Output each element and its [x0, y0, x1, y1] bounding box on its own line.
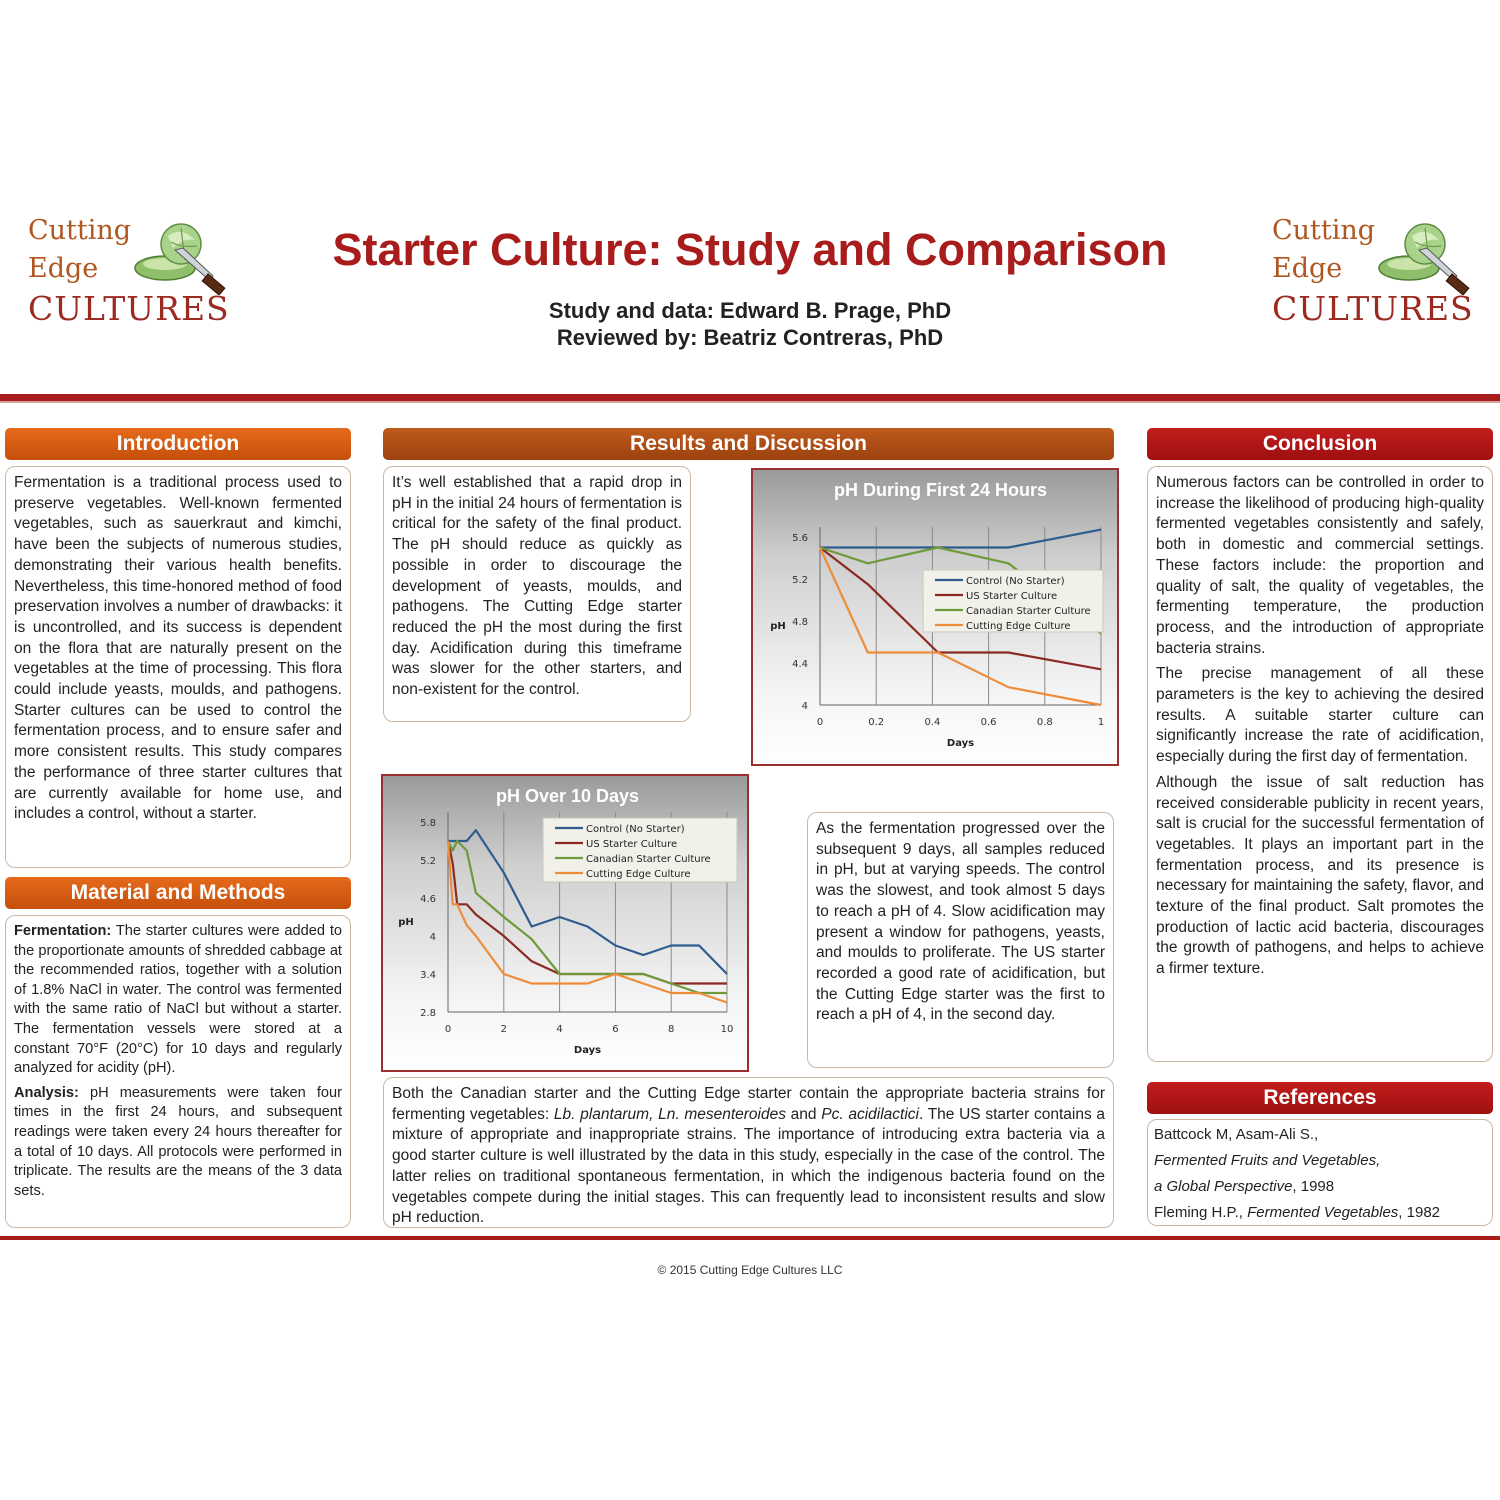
conclusion-box [1147, 466, 1493, 1062]
conclusion-paragraph-2: The precise management of all these parameters is the key to achieving the desired results. A suitable starter culture can significantly increase the rate of acidification, especially during the first day of fermentation. [1156, 665, 1484, 766]
reference-1-title-text: Fermented Fruits and Vegetables, [1154, 1152, 1381, 1169]
x-tick-label: 1 [1097, 717, 1105, 728]
legend-label: US Starter Culture [586, 839, 678, 850]
cabbage-knife-icon [1357, 220, 1477, 295]
logo-right [1272, 215, 1487, 330]
x-tick-label: 10 [720, 1024, 734, 1035]
x-axis-label: Days [573, 1045, 602, 1056]
y-tick-label: 3.4 [420, 970, 436, 981]
chart-title: pH During First 24 Hours [833, 480, 1048, 500]
results-heading: Results and Discussion [383, 428, 1114, 460]
x-tick-label: 8 [668, 1024, 675, 1035]
conclusion-paragraph-3: Although the issue of salt reduction has received considerable publicity in recent years, salt is crucial for the successful fermentation of vegetables. It plays an important part in the fermentation process, and its presence is necessary for maintaining the safety, flavor, and texture of the final product. Salt promotes the production of lactic acid bacteria, discourages the growth of pathogens, and helps to achieve a firmer texture. [1156, 773, 1484, 978]
fermentation-label: Fermentation: [14, 923, 112, 939]
species-and: and [785, 1105, 822, 1123]
legend-label: Control (No Starter) [586, 824, 685, 835]
y-axis-label: pH [770, 621, 786, 632]
y-tick-label: 4.4 [792, 659, 808, 670]
x-tick-label: 0.4 [924, 717, 941, 728]
chart-first-24-hours [751, 468, 1119, 766]
reference-1-year: , 1998 [1292, 1178, 1335, 1195]
results-box-3 [383, 1077, 1114, 1228]
logo-line-2: Edge [28, 253, 99, 284]
cabbage-knife-icon [113, 220, 233, 295]
legend-label: Cutting Edge Culture [586, 869, 691, 880]
results-paragraph-3 [392, 1084, 1105, 1229]
results-paragraph-2: As the fermentation progressed over the subsequent 9 days, all samples reduced in pH, but at varying speeds. The control was the slowest, and took almost 5 days to reach a pH of 4. Slow acidification may present a window for pathogens, yeasts, and moulds to proliferate. The US starter recorded a good rate of acidification, but the Cutting Edge starter was the first to reach a pH of 4, in the second day. [816, 820, 1105, 1024]
x-axis-label: Days [946, 738, 975, 749]
introduction-box [5, 466, 351, 868]
y-tick-label: 5.8 [420, 818, 436, 829]
conclusion-heading: Conclusion [1147, 428, 1493, 460]
chart-10-days-plot [383, 776, 747, 1070]
x-tick-label: 0 [444, 1024, 452, 1035]
results-box-2 [807, 812, 1114, 1068]
chart-10-days [381, 774, 749, 1072]
series-line-control [820, 530, 1101, 548]
y-tick-label: 5.2 [420, 856, 436, 867]
copyright: © 2015 Cutting Edge Cultures LLC [657, 1263, 843, 1277]
top-divider [0, 394, 1500, 403]
y-tick-label: 5.2 [792, 575, 808, 586]
references-heading: References [1147, 1082, 1493, 1114]
y-tick-label: 4.8 [792, 617, 808, 628]
logo-left [28, 215, 243, 330]
results-box-1 [383, 466, 691, 722]
reference-1-subtitle-text: a Global Perspective [1154, 1178, 1293, 1195]
references-box [1147, 1119, 1493, 1226]
legend-label: Canadian Starter Culture [586, 854, 711, 865]
analysis-text: pH measurements were taken four times in the first 24 hours, and subsequent readings were taken every 24 hours thereafter for a total of 10 days. All protocols were performed in triplicate. The results are the means of the 3 data sets. [14, 1084, 342, 1199]
x-tick-label: 0 [816, 717, 824, 728]
introduction-text: Fermentation is a traditional process used to preserve vegetables. Well-known fermented vegetables, such as sauerkraut and kimchi, have been the subjects of numerous studies, demonstrating their various health benefits. Nevertheless, this time-honored method of food preservation involves a number of drawbacks: it is uncontrolled, and its success is dependent on the flora that are naturally present on the vegetables at the time of processing. This flora could include yeasts, moulds, and pathogens. Starter cultures can be used to control the fermentation process, and to ensure safer and more consistent results. This study compares the performance of three starter cultures that are currently available for home use, and includes a control, without a starter. [14, 474, 342, 823]
poster-title: Starter Culture: Study and Comparison [332, 224, 1168, 275]
y-tick-label: 5.6 [792, 533, 808, 544]
logo-line-2: Edge [1272, 253, 1343, 284]
legend-label: US Starter Culture [966, 591, 1058, 602]
conclusion-paragraph-1: Numerous factors can be controlled in order to increase the likelihood of producing high-quality fermented vegetables consistently and safely, both in domestic and commercial settings. These factors include: the proportion and quality of salt, the quality of vegetables, the fermenting temperature, the production process, and the introduction of appropriate bacteria strains. [1156, 474, 1484, 657]
fermentation-text: The starter cultures were added to the proportionate amounts of shredded cabbage at the recommended ratios, together with a solution of 1.8% NaCl in water. The control was fermented with the same ratio of NaCl but without a starter. The fermentation vessels were stored at a constant 70°F (20°C) for 10 days and regularly analyzed for acidity (pH). [14, 923, 342, 1077]
y-tick-label: 4 [429, 932, 436, 943]
reference-2-year: , 1982 [1398, 1204, 1441, 1221]
logo-line-1: Cutting [1272, 215, 1376, 246]
fermentation-paragraph [14, 922, 342, 1079]
x-tick-label: 0.6 [980, 717, 997, 728]
study-author: Study and data: Edward B. Prage, PhD [548, 298, 952, 323]
results-paragraph-1: It’s well established that a rapid drop in pH in the initial 24 hours of fermentation is critical for the safety of the final product. The pH should reduce as quickly as possible in order to discourage the development of yeasts, moulds, and pathogens. The Cutting Edge starter reduced the pH the most during the first day. Acidification during this timeframe was slower for the other starters, and non-existent for the control. [392, 474, 682, 699]
introduction-heading: Introduction [5, 428, 351, 460]
analysis-paragraph [14, 1084, 342, 1202]
reference-2-author: Fleming H.P., [1154, 1204, 1248, 1221]
y-tick-label: 4 [801, 701, 808, 712]
legend-label: Cutting Edge Culture [966, 621, 1071, 632]
results-paragraph-3-a: Both the Canadian starter and the Cutting Edge starter contain the appropriate bacteria strains for fermenting vegetables: [392, 1085, 1105, 1123]
y-tick-label: 4.6 [420, 894, 436, 905]
methods-heading: Material and Methods [5, 877, 351, 909]
x-tick-label: 2 [500, 1024, 507, 1035]
x-tick-label: 6 [612, 1024, 619, 1035]
y-axis-label: pH [398, 917, 414, 928]
reference-2 [1154, 1200, 1486, 1226]
x-tick-label: 4 [556, 1024, 563, 1035]
x-tick-label: 0.2 [868, 717, 885, 728]
species-list: Lb. plantarum, Ln. mesenteroides [553, 1105, 786, 1123]
species-pc: Pc. acidilactici [821, 1105, 919, 1123]
results-paragraph-3-b: . The US starter contains a mixture of appropriate and inappropriate strains. The importance of introducing extra bacteria via a good starter culture is well illustrated by the data in this study, especially in the case of the control. The latter relies on traditional spontaneous fermentation, in which the indigenous bacteria found on the vegetables compete during the initial stages. This can frequently lead to inconsistent results and slow pH reduction. [392, 1105, 1106, 1227]
reference-1-authors: Battcock M, Asam-Ali S., [1154, 1126, 1319, 1143]
analysis-label: Analysis: [14, 1084, 79, 1101]
bottom-divider [0, 1236, 1500, 1240]
reviewer: Reviewed by: Beatriz Contreras, PhD [556, 325, 944, 350]
logo-line-3: CULTURES [28, 289, 230, 328]
reference-2-title: Fermented Vegetables [1247, 1204, 1399, 1221]
chart-first-24-hours-plot [753, 470, 1117, 764]
logo-line-3: CULTURES [1272, 289, 1474, 328]
y-tick-label: 2.8 [420, 1008, 436, 1019]
reference-1-title [1154, 1148, 1486, 1174]
legend-label: Canadian Starter Culture [966, 606, 1091, 617]
x-tick-label: 0.8 [1036, 717, 1053, 728]
logo-line-1: Cutting [28, 215, 132, 246]
chart-title: pH Over 10 Days [495, 786, 640, 806]
legend-label: Control (No Starter) [966, 576, 1065, 587]
methods-box [5, 915, 351, 1228]
reference-1-subtitle [1154, 1174, 1486, 1200]
